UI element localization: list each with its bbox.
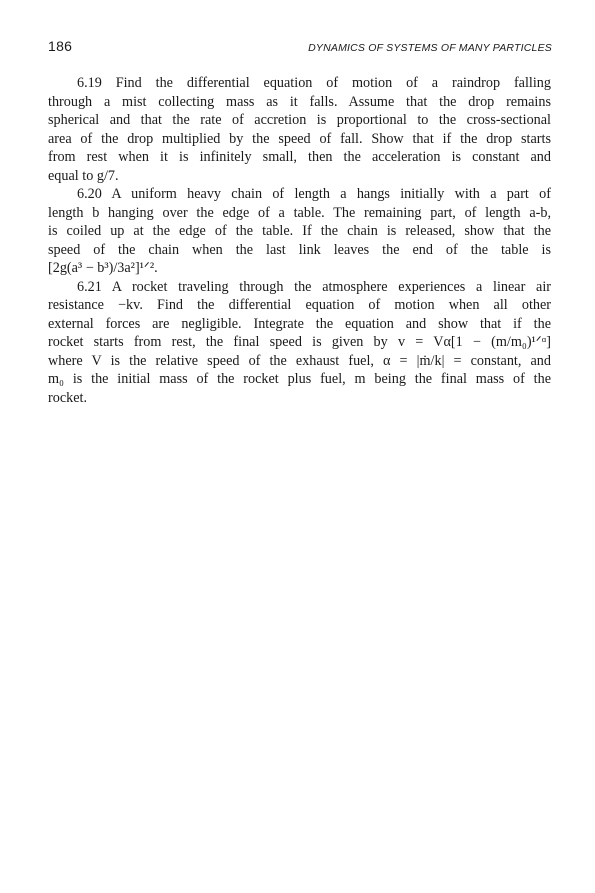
text-line: 6.19 Find the differential equation of motion of a raindrop falling bbox=[77, 75, 551, 91]
text-line: 6.21 A rocket traveling through the atmosphere experiences a linear air bbox=[77, 278, 551, 295]
text-line: length b hanging over the edge of a table. The remaining part, of length a-b, bbox=[48, 204, 551, 221]
running-head: DYNAMICS OF SYSTEMS OF MANY PARTICLES bbox=[308, 42, 552, 54]
page-number: 186 bbox=[48, 38, 73, 54]
text-line: 6.20 A uniform heavy chain of length a hangs initially with a part of bbox=[77, 186, 551, 202]
text-line: [2g(a³ − b³)/3a²]¹ᐟ². bbox=[48, 260, 158, 276]
text-line: equal to g/7. bbox=[48, 167, 119, 184]
text-line: is coiled up at the edge of the table. If the chain is released, show that the bbox=[48, 223, 551, 239]
page-header bbox=[48, 38, 552, 58]
problem-6-21 bbox=[48, 278, 551, 408]
text-line: rocket. bbox=[48, 389, 87, 406]
body-text bbox=[48, 74, 551, 407]
text-line: from rest when it is infinitely small, then the acceleration is constant and bbox=[48, 149, 551, 165]
problem-6-20 bbox=[48, 185, 551, 278]
text-line: area of the drop multiplied by the speed of fall. Show that if the drop starts bbox=[48, 130, 551, 147]
text-line: rocket starts from rest, the final speed is given by v = Vα[1 − (m/m₀)¹ᐟᵅ] bbox=[48, 334, 551, 350]
text-line: through a mist collecting mass as it falls. Assume that the drop remains bbox=[48, 93, 551, 110]
text-line: resistance −kv. Find the differential equation of motion when all other bbox=[48, 297, 551, 313]
problem-6-19 bbox=[48, 74, 551, 185]
text-line: spherical and that the rate of accretion is proportional to the cross-sectional bbox=[48, 112, 551, 128]
text-line: m₀ is the initial mass of the rocket plus fuel, m being the final mass of the bbox=[48, 371, 551, 387]
text-line: external forces are negligible. Integrate the equation and show that if the bbox=[48, 315, 551, 332]
text-line: where V is the relative speed of the exhaust fuel, α = |ṁ/k| = constant, and bbox=[48, 352, 551, 369]
text-line: speed of the chain when the last link leaves the end of the table is bbox=[48, 241, 551, 258]
